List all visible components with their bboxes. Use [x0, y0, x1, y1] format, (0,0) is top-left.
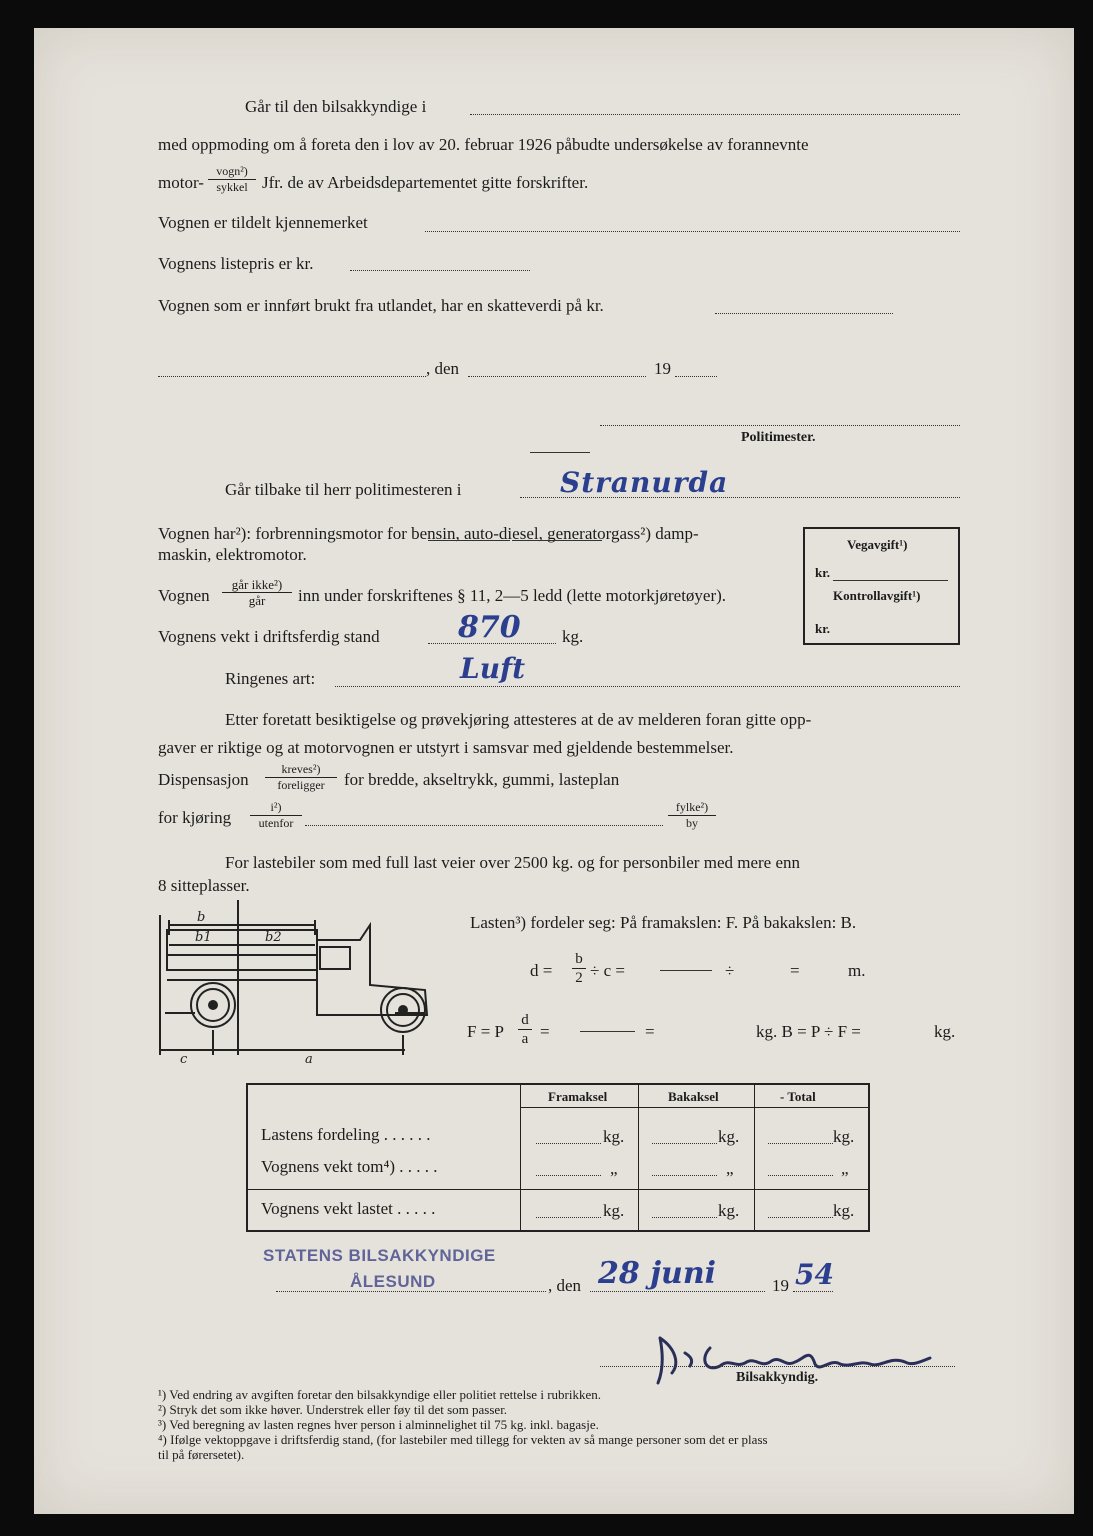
unit: kg.	[718, 1127, 740, 1146]
cell-fordeling-fram[interactable]	[536, 1143, 601, 1144]
eq-sign: =	[790, 961, 800, 980]
attest-line2: gaver er riktige og at motorvognen er utstyrt i samsvar med gjeldende bestemmelser.	[158, 738, 734, 757]
lastebil-line1: For lastebiler som med full last veier over 2500 kg. og for personbiler med mere enn	[225, 853, 801, 872]
skatteverdi-field[interactable]	[715, 313, 893, 314]
diagram-label-b: b	[197, 910, 206, 925]
unit: kg.	[718, 1201, 740, 1220]
vegavgift-field[interactable]	[833, 580, 948, 581]
motor-type-line2: maskin, elektromotor.	[158, 545, 307, 564]
eq-sign-3: =	[645, 1022, 655, 1041]
lasten-text: Lasten³) fordeler seg: På framakslen: F. På bakakslen: B.	[470, 913, 857, 932]
handwritten-ringer: Luft	[460, 652, 526, 685]
cell-lastet-fram[interactable]	[536, 1217, 601, 1218]
div-sign: ÷	[725, 961, 735, 980]
cell-tom-bak[interactable]	[652, 1175, 717, 1176]
cell-tom-fram[interactable]	[536, 1175, 601, 1176]
divider	[530, 452, 590, 453]
diagram-label-b2: b2	[265, 930, 282, 945]
unit: kg.	[603, 1201, 625, 1220]
header-total: - Total	[780, 1089, 816, 1104]
f-equals-p: F = P	[467, 1022, 504, 1041]
listepris-field[interactable]	[350, 270, 530, 271]
kontrollavgift-label: Kontrollavgift¹)	[833, 588, 921, 603]
gar-til-label: Går til den bilsakkyndige i	[245, 97, 427, 116]
dispensasjon-label: Dispensasjon	[158, 770, 249, 789]
kjoring-label: for kjøring	[158, 808, 232, 827]
eq-sign-2: =	[540, 1022, 550, 1041]
cell-lastet-bak[interactable]	[652, 1217, 717, 1218]
d-equals: d =	[530, 961, 553, 980]
b-over-2: $\frac{b}{2}$	[572, 950, 586, 987]
kjoring-field[interactable]	[305, 825, 663, 826]
bilsakkyndig-signature-field[interactable]	[600, 1366, 955, 1367]
row-vekt-lastet: Vognens vekt lastet . . . . .	[261, 1199, 436, 1218]
header-framaksel: Framaksel	[548, 1089, 608, 1104]
signature-year-field[interactable]	[793, 1291, 833, 1292]
dispensasjon-text: for bredde, akseltrykk, gummi, lasteplan	[344, 770, 620, 789]
request-line: med oppmoding om å foreta den i lov av 20. februar 1926 påbudte undersøkelse av forannevnte	[158, 135, 809, 154]
footnote-4-cont: til på førersetet).	[158, 1447, 245, 1462]
stamp-line1: STATENS BILSAKKYNDIGE	[263, 1246, 496, 1265]
row-vekt-tom: Vognens vekt tom⁴) . . . . .	[261, 1157, 438, 1176]
gar-tilbake-label: Går tilbake til herr politimesteren i	[225, 480, 462, 499]
vekt-unit: kg.	[562, 627, 584, 646]
gar-fraction: går ikke²) går	[222, 577, 292, 608]
vegavgift-label: Vegavgift¹)	[847, 537, 908, 552]
year-label: 19	[654, 359, 671, 378]
signature-den-label: , den	[548, 1276, 582, 1295]
ringer-field[interactable]	[335, 686, 960, 687]
footnote-4: ⁴) Ifølge vektoppgave i driftsferdig stand, (for lastebiler med tillegg for vekten av så mange personer som det er plass	[158, 1432, 768, 1447]
signature-year-prefix: 19	[772, 1276, 789, 1295]
unit: „	[841, 1159, 849, 1178]
load-distribution-table	[246, 1083, 870, 1232]
footnote-2: ²) Stryk det som ikke høver. Understrek eller føy til det som passer.	[158, 1402, 508, 1417]
minus-c: ÷ c =	[590, 961, 625, 980]
fylke-fraction: fylke²) by	[668, 800, 716, 831]
ringer-label: Ringenes art:	[225, 669, 316, 688]
m-unit: m.	[848, 961, 866, 980]
signature-date-field[interactable]	[590, 1291, 765, 1292]
kg-end: kg.	[934, 1022, 956, 1041]
unit: „	[610, 1159, 618, 1178]
header-bakaksel: Bakaksel	[668, 1089, 719, 1104]
d-field-1[interactable]	[660, 970, 712, 971]
handwritten-date: 28 juni	[598, 1256, 717, 1291]
kjennemerke-field[interactable]	[425, 231, 960, 232]
unit: kg.	[833, 1127, 855, 1146]
politimester-signature-field[interactable]	[600, 425, 960, 426]
truck-diagram	[155, 895, 445, 1070]
signature-place-field[interactable]	[276, 1291, 546, 1292]
regulation-text: Jfr. de av Arbeidsdepartementet gitte forskrifter.	[262, 173, 589, 192]
f-field[interactable]	[580, 1031, 635, 1032]
vekt-label: Vognens vekt i driftsferdig stand	[158, 627, 380, 646]
footnote-3: ³) Ved beregning av lasten regnes hver person i alminnelighet til 75 kg. inkl. bagasje.	[158, 1417, 599, 1432]
kr-label-1: kr.	[815, 565, 831, 580]
politimester-label: Politimester.	[741, 430, 816, 445]
cell-tom-total[interactable]	[768, 1175, 833, 1176]
cell-fordeling-bak[interactable]	[652, 1143, 717, 1144]
bilsakkyndig-place-field[interactable]	[470, 114, 960, 115]
underline-diesel	[512, 540, 602, 541]
handwritten-place: Stranurda	[560, 466, 729, 499]
stamp-line2: ÅLESUND	[350, 1272, 436, 1291]
diagram-label-a: a	[305, 1052, 313, 1067]
listepris-label: Vognens listepris er kr.	[158, 254, 314, 273]
cell-fordeling-total[interactable]	[768, 1143, 833, 1144]
den-label: , den	[426, 359, 460, 378]
unit: kg.	[603, 1127, 625, 1146]
footnote-1: ¹) Ved endring av avgiften foretar den bilsakkyndige eller politiet rettelse i rubrikken.	[158, 1387, 601, 1402]
kg-b-equals: kg. B = P ÷ F =	[756, 1022, 861, 1041]
kjoring-fraction: i²) utenfor	[250, 800, 302, 831]
bilsakkyndig-label: Bilsakkyndig.	[736, 1370, 819, 1385]
handwritten-vekt: 870	[458, 610, 521, 645]
lastebil-line2: 8 sitteplasser.	[158, 876, 250, 895]
forskrift-text: inn under forskriftenes § 11, 2—5 ledd (lette motorkjøretøyer).	[298, 586, 727, 605]
fee-box	[803, 527, 960, 645]
place-field[interactable]	[158, 376, 426, 377]
skatteverdi-label: Vognen som er innført brukt fra utlandet, har en skatteverdi på kr.	[158, 296, 604, 315]
date-field[interactable]	[468, 376, 646, 377]
diagram-label-c: c	[180, 1052, 188, 1067]
year-field[interactable]	[675, 376, 717, 377]
cell-lastet-total[interactable]	[768, 1217, 833, 1218]
underline-bensin	[428, 540, 510, 541]
diagram-label-b1: b1	[195, 930, 212, 945]
attest-line1: Etter foretatt besiktigelse og prøvekjøring attesteres at de av melderen foran gitte opp-	[225, 710, 812, 729]
motor-fraction: vogn²) sykkel	[208, 164, 256, 195]
kjennemerke-label: Vognen er tildelt kjennemerket	[158, 213, 368, 232]
kr-label-2: kr.	[815, 621, 831, 636]
motor-type-line1: Vognen har²): forbrenningsmotor for bensin, auto-diesel, generatorgass²) damp-	[158, 524, 699, 543]
row-lastens-fordeling: Lastens fordeling . . . . . .	[261, 1125, 431, 1144]
vognen-label: Vognen	[158, 586, 210, 605]
handwritten-year: 54	[795, 1258, 834, 1291]
unit: „	[726, 1159, 734, 1178]
motor-prefix: motor-	[158, 173, 204, 192]
d-over-a: $\frac{d}{a}$	[518, 1011, 532, 1048]
dispensasjon-fraction: kreves²) foreligger	[265, 762, 337, 793]
unit: kg.	[833, 1201, 855, 1220]
